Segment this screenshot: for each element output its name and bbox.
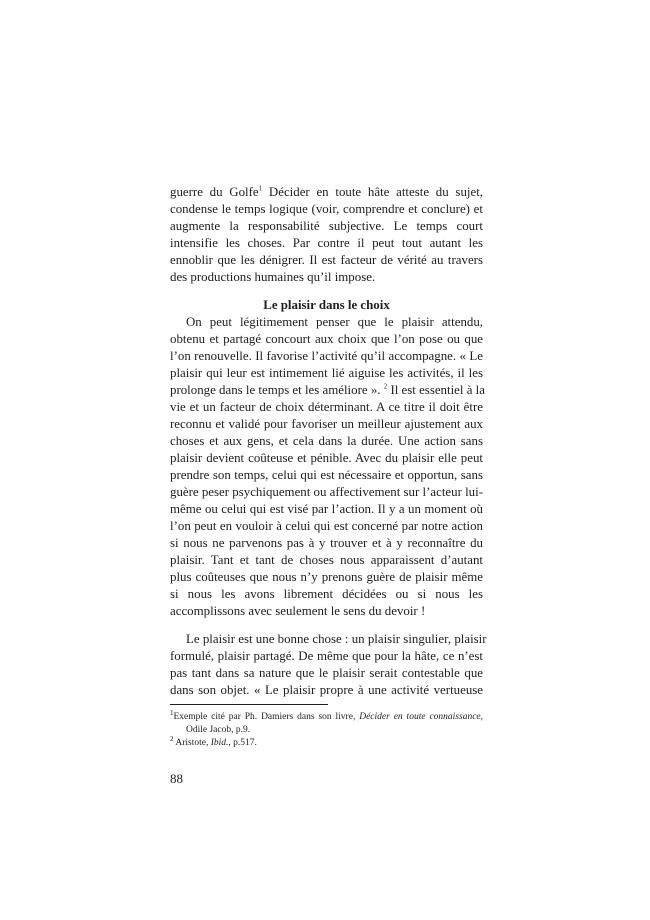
- footnote: $^1$Exemple cité par Ph. Damiers dans son livre, Décider en toute connaissance,: [170, 708, 484, 722]
- text-line: intensifie les choses. Par contre il peut tout autant les: [170, 236, 483, 250]
- text-line: accomplissons avec seulement le sens du devoir !: [170, 604, 426, 618]
- text-line: On peut légitimement penser que le plaisir attendu,: [186, 315, 483, 329]
- page-number: 88: [170, 771, 183, 786]
- text-line: reconnu et validé pour favoriser un meilleur ajustement aux: [170, 417, 483, 431]
- text-line: pas tant dans sa nature que le plaisir serait contestable que: [170, 666, 483, 680]
- text-line: plaisir. Tant et tant de choses nous apparaissent d’autant: [170, 553, 483, 567]
- text-line: vie et un facteur de choix déterminant. A ce titre il doit être: [170, 400, 483, 414]
- footnote-mark: 2: [170, 734, 174, 743]
- footnote: Odile Jacob, p.9.: [186, 725, 251, 735]
- section-heading: Le plaisir dans le choix: [263, 298, 390, 312]
- text-line: l’on renouvelle. Il favorise l’activité qu’il accompagne. « Le: [170, 349, 483, 363]
- text-line: si nous ne parvenons pas à y trouver et à y reconnaître du: [170, 536, 483, 550]
- text-line: dans son objet. « Le plaisir propre à une activité vertueuse: [170, 683, 483, 697]
- text-line: Le plaisir est une bonne chose : un plaisir singulier, plaisir: [186, 632, 487, 646]
- text-line: prolonge dans le temps et les améliore ». $^2$ Il est essentiel à la: [170, 382, 485, 397]
- text-line: plaisir qui leur est intimement lié aiguise les activités, il les: [170, 366, 483, 380]
- text-line: l’on peut en vouloir à celui qui est concerné par notre action: [170, 519, 483, 533]
- footnote-ref: 2: [383, 382, 388, 391]
- text-line: obtenu et partagé concourt aux choix que l’on pose ou que: [170, 332, 483, 346]
- text-line: même ou celui qui est visé par l’action. Il y a un moment où: [170, 502, 483, 516]
- footnote-rule: [170, 704, 328, 705]
- footnote-mark: 1: [170, 708, 174, 717]
- text-line: ennoblir que les dénigrer. Il est facteur de vérité au travers: [170, 253, 483, 267]
- text-line: des productions humaines qu’il impose.: [170, 270, 376, 284]
- text-line: augmente la responsabilité subjective. Le temps court: [170, 219, 483, 233]
- text-line: plus coûteuses que nous n’y prenons guère de plaisir même: [170, 570, 483, 584]
- text-line: condense le temps logique (voir, comprendre et conclure) et: [170, 202, 483, 216]
- text-line: formulé, plaisir partagé. De même que pour la hâte, ce n’est: [170, 649, 483, 663]
- text-line: si nous les avons librement décidées ou si nous les: [170, 587, 483, 601]
- text-line: prendre son temps, celui qui est nécessaire et opportun, sans: [170, 468, 483, 482]
- text-line: guerre du Golfe$^1$ Décider en toute hâte atteste du sujet,: [170, 184, 484, 199]
- text-line: guère peser psychiquement ou affectivement sur l’acteur lui-: [170, 485, 483, 499]
- footnote-ref: 1: [258, 184, 263, 193]
- footnote: $^2$ Aristote, Ibid., p.517.: [170, 734, 257, 748]
- text-line: plaisir devient coûteuse et pénible. Avec du plaisir elle peut: [170, 451, 483, 465]
- text-line: choses et aux gens, et cela dans la durée. Une action sans: [170, 434, 483, 448]
